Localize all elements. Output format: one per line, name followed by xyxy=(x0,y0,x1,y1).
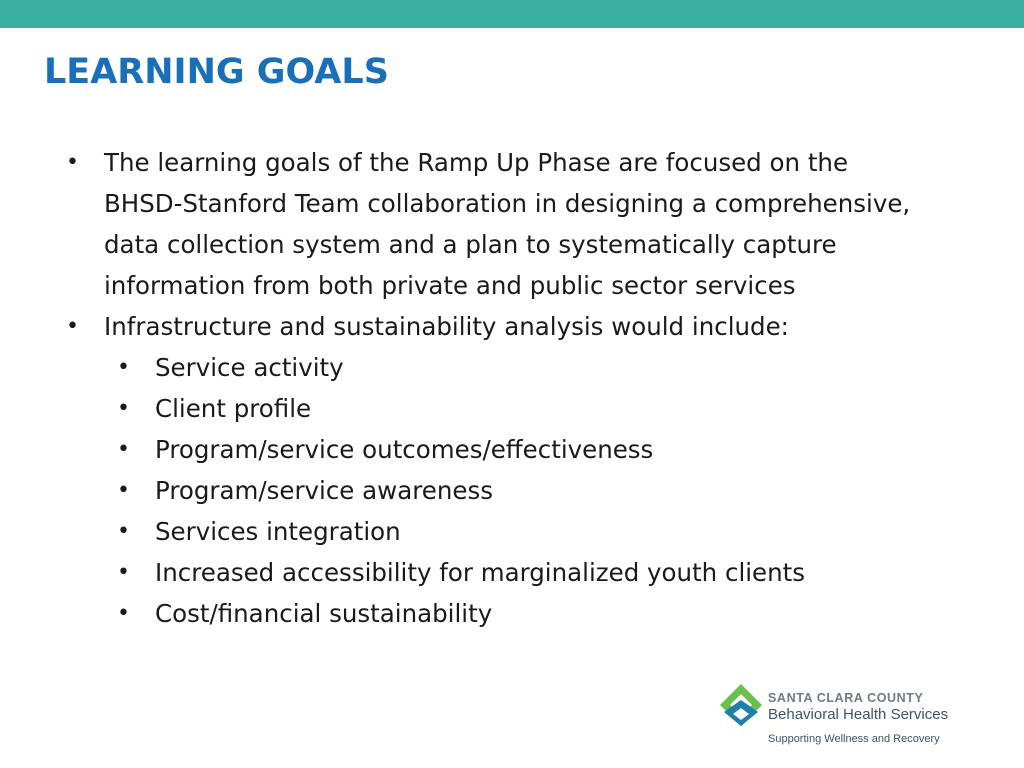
sub-item-outcomes: Program/service outcomes/effectiveness xyxy=(155,435,654,464)
sub-bullet-marker: • xyxy=(117,519,130,544)
bullet-2-line-1: Infrastructure and sustainability analysis would include: xyxy=(104,312,789,341)
logo-org-name: Behavioral Health Services xyxy=(768,706,949,723)
sub-bullet-marker: • xyxy=(117,396,130,421)
bullet-1-line-4: information from both private and public sector services xyxy=(104,271,796,300)
sub-item-cost: Cost/financial sustainability xyxy=(155,599,493,628)
sub-bullet-marker: • xyxy=(117,560,130,585)
slide-title: LEARNING GOALS xyxy=(44,52,389,92)
sub-bullet-marker: • xyxy=(117,437,130,462)
sub-bullet-marker: • xyxy=(117,478,130,503)
sub-bullet-marker: • xyxy=(117,355,130,380)
bullet-marker: • xyxy=(66,150,79,175)
diamond-logo-icon xyxy=(718,682,764,728)
logo-tagline: Supporting Wellness and Recovery xyxy=(768,733,940,745)
sub-item-accessibility: Increased accessibility for marginalized youth clients xyxy=(155,558,806,587)
bullet-1-line-2: BHSD-Stanford Team collaboration in designing a comprehensive, xyxy=(104,189,911,218)
county-logo xyxy=(718,680,998,752)
sub-item-awareness: Program/service awareness xyxy=(155,476,493,505)
bullet-1-line-1: The learning goals of the Ramp Up Phase are focused on the xyxy=(104,148,849,177)
logo-county-name: SANTA CLARA COUNTY xyxy=(768,691,924,705)
sub-item-service-activity: Service activity xyxy=(155,353,344,382)
bullet-marker: • xyxy=(66,314,79,339)
bullet-1-line-3: data collection system and a plan to systematically capture xyxy=(104,230,837,259)
sub-item-client-profile: Client profile xyxy=(155,394,312,423)
sub-item-integration: Services integration xyxy=(155,517,401,546)
sub-bullet-marker: • xyxy=(117,601,130,626)
